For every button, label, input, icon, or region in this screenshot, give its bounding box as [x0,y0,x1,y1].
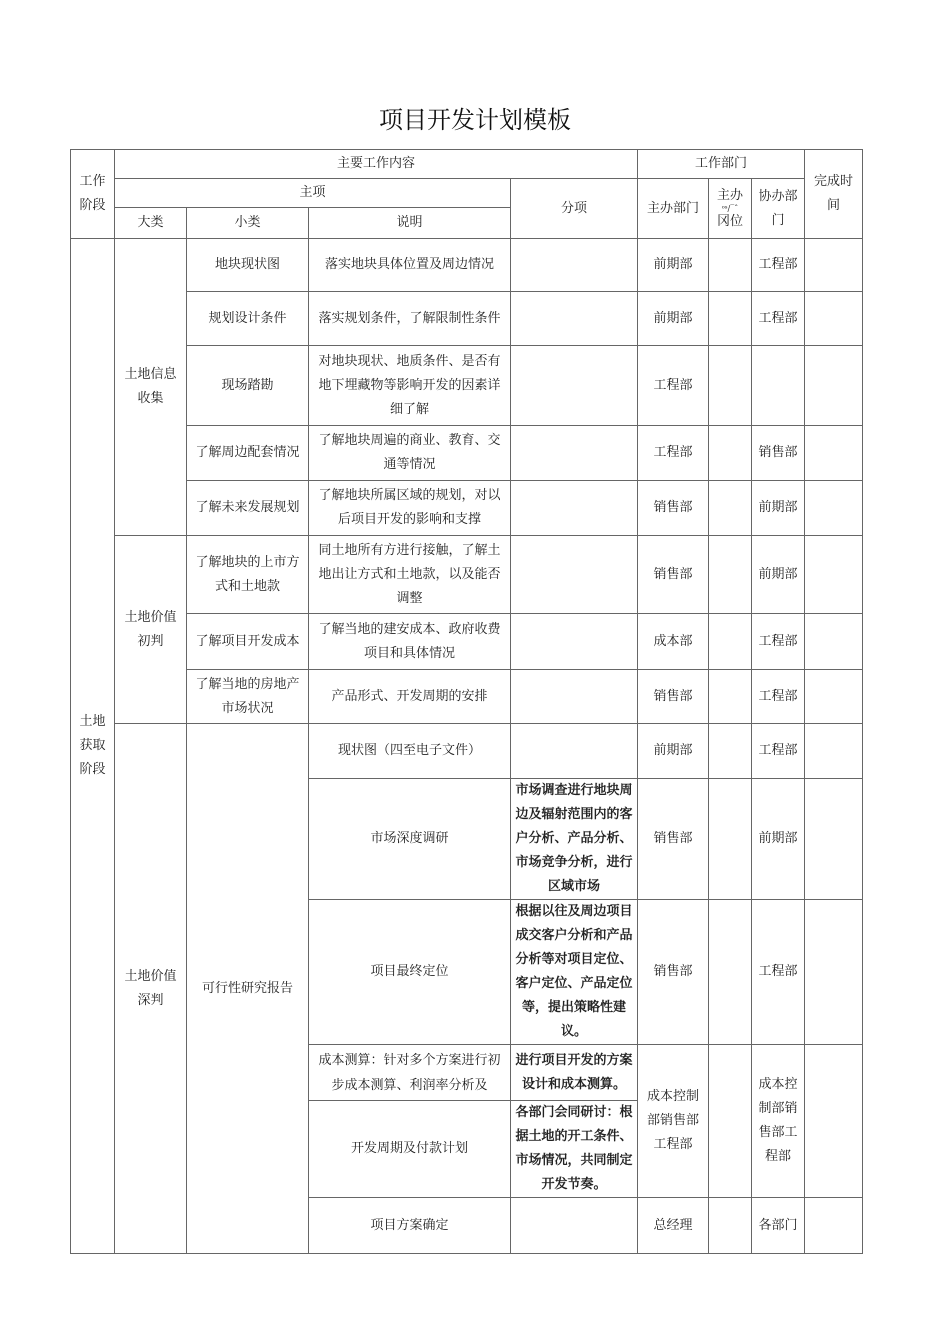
page-title: 项目开发计划模板 [379,106,571,134]
sub-item-cell [511,239,638,292]
header-main-item: 主项 [115,179,511,208]
assist-dept-merged-cell: 成本控制部销售部工程部 [752,1045,805,1198]
subcategory-cell: 现场踏勘 [187,346,309,426]
sub-item-cell: 根据以往及周边项目成交客户分析和产品分析等对项目定位、客户定位、产品定位等，提出策略性建议。 [511,900,638,1045]
assist-dept-cell: 工程部 [752,900,805,1045]
description-cell: 了解地块所属区域的规划，对以后项目开发的影响和支撑 [309,481,511,536]
description-cell: 开发周期及付款计划 [309,1101,511,1198]
header-work-dept: 工作部门 [638,150,805,179]
plan-table [70,149,863,1254]
finish-time-cell [805,346,863,426]
table-row [71,292,863,346]
finish-time-cell [805,900,863,1045]
subcategory-cell: 了解未来发展规划 [187,481,309,536]
sub-item-cell [511,481,638,536]
description-cell: 项目最终定位 [309,900,511,1045]
description-cell: 同土地所有方进行接触，了解土地出让方式和土地款，以及能否调整 [309,536,511,614]
assist-dept-cell: 前期部 [752,536,805,614]
subcategory-cell: 规划设计条件 [187,292,309,346]
description-cell: 现状图（四至电子文件） [309,724,511,779]
subcategory-cell: 了解项目开发成本 [187,614,309,670]
lead-post-cell [709,1198,752,1254]
table-row [71,614,863,670]
sub-item-cell: 进行项目开发的方案设计和成本测算。 [511,1045,638,1101]
lead-post-cell [709,900,752,1045]
table-row [71,536,863,614]
finish-time-cell [805,481,863,536]
lead-post-cell [709,1045,752,1198]
lead-dept-merged-cell: 成本控制部销售部工程部 [638,1045,709,1198]
sub-item-cell [511,536,638,614]
lead-post-cell [709,614,752,670]
subcategory-cell: 了解地块的上市方式和土地款 [187,536,309,614]
assist-dept-cell: 工程部 [752,724,805,779]
stage-cell: 土地获取阶段 [71,239,115,1254]
finish-time-cell [805,670,863,724]
table-row [71,481,863,536]
sub-item-cell [511,614,638,670]
lead-dept-cell: 前期部 [638,724,709,779]
assist-dept-cell: 工程部 [752,614,805,670]
sub-item-cell [511,426,638,481]
subcategory-cell: 了解当地的房地产市场状况 [187,670,309,724]
header-assist-dept: 协办部门 [752,179,805,239]
feasibility-cell: 可行性研究报告 [187,724,309,1254]
finish-time-cell [805,536,863,614]
finish-time-cell [805,426,863,481]
sub-item-cell [511,1198,638,1254]
finish-time-cell [805,292,863,346]
header-sub-item: 分项 [511,179,638,239]
description-cell: 市场深度调研 [309,779,511,900]
assist-dept-cell [752,346,805,426]
sub-item-cell: 各部门会同研讨：根据土地的开工条件、市场情况，共同制定开发节奏。 [511,1101,638,1198]
header-lead-post-mid: ᵒˢ/‾ˆ [721,203,739,213]
table-row [71,239,863,292]
description-cell: 项目方案确定 [309,1198,511,1254]
lead-dept-cell: 成本部 [638,614,709,670]
finish-time-cell [805,779,863,900]
lead-post-cell [709,239,752,292]
description-cell: 落实地块具体位置及周边情况 [309,239,511,292]
finish-time-cell [805,239,863,292]
assist-dept-cell: 各部门 [752,1198,805,1254]
description-cell: 成本测算：针对多个方案进行初步成本测算、利润率分析及 [309,1045,511,1101]
assist-dept-cell: 前期部 [752,481,805,536]
subcategory-cell: 了解周边配套情况 [187,426,309,481]
lead-post-cell [709,670,752,724]
assist-dept-cell: 工程部 [752,670,805,724]
assist-dept-cell: 前期部 [752,779,805,900]
header-lead-dept: 主办部门 [638,179,709,239]
finish-time-cell [805,614,863,670]
header-stage: 工作阶段 [71,150,115,239]
header-lead-post-top: 主办 [716,187,743,203]
sub-item-cell [511,346,638,426]
lead-dept-cell: 总经理 [638,1198,709,1254]
table-row [71,426,863,481]
finish-time-cell [805,1045,863,1198]
lead-dept-cell: 前期部 [638,292,709,346]
description-cell: 对地块现状、地质条件、是否有地下埋藏物等影响开发的因素详细了解 [309,346,511,426]
lead-post-cell [709,481,752,536]
assist-dept-cell: 工程部 [752,239,805,292]
lead-dept-cell: 销售部 [638,900,709,1045]
lead-dept-cell: 销售部 [638,779,709,900]
header-lead-post [709,179,752,239]
table-row [71,670,863,724]
assist-dept-cell: 工程部 [752,292,805,346]
header-category: 大类 [115,208,187,239]
sub-item-cell [511,292,638,346]
table-row [71,724,863,779]
header-description: 说明 [309,208,511,239]
sub-item-cell [511,724,638,779]
finish-time-cell [805,1198,863,1254]
sub-item-cell: 市场调查进行地块周边及辐射范围内的客户分析、产品分析、市场竞争分析，进行区域市场 [511,779,638,900]
lead-dept-cell: 前期部 [638,239,709,292]
assist-dept-cell: 销售部 [752,426,805,481]
lead-dept-cell: 销售部 [638,481,709,536]
table-row [71,346,863,426]
lead-dept-cell: 工程部 [638,426,709,481]
lead-post-cell [709,426,752,481]
lead-post-cell [709,779,752,900]
subcategory-cell: 地块现状图 [187,239,309,292]
lead-post-cell [709,724,752,779]
lead-dept-cell: 工程部 [638,346,709,426]
category-cell: 土地价值深判 [115,724,187,1254]
header-subcategory: 小类 [187,208,309,239]
lead-post-cell [709,346,752,426]
description-cell: 产品形式、开发周期的安排 [309,670,511,724]
category-cell: 土地价值初判 [115,536,187,724]
category-cell: 土地信息收集 [115,239,187,536]
description-cell: 了解地块周遍的商业、教育、交通等情况 [309,426,511,481]
sub-item-cell [511,670,638,724]
header-finish-time: 完成时间 [805,150,863,239]
header-main-content: 主要工作内容 [115,150,638,179]
finish-time-cell [805,724,863,779]
header-lead-post-bottom: 冈位 [716,213,743,229]
description-cell: 落实规划条件，了解限制性条件 [309,292,511,346]
lead-dept-cell: 销售部 [638,536,709,614]
lead-post-cell [709,292,752,346]
lead-dept-cell: 销售部 [638,670,709,724]
lead-post-cell [709,536,752,614]
description-cell: 了解当地的建安成本、政府收费项目和具体情况 [309,614,511,670]
